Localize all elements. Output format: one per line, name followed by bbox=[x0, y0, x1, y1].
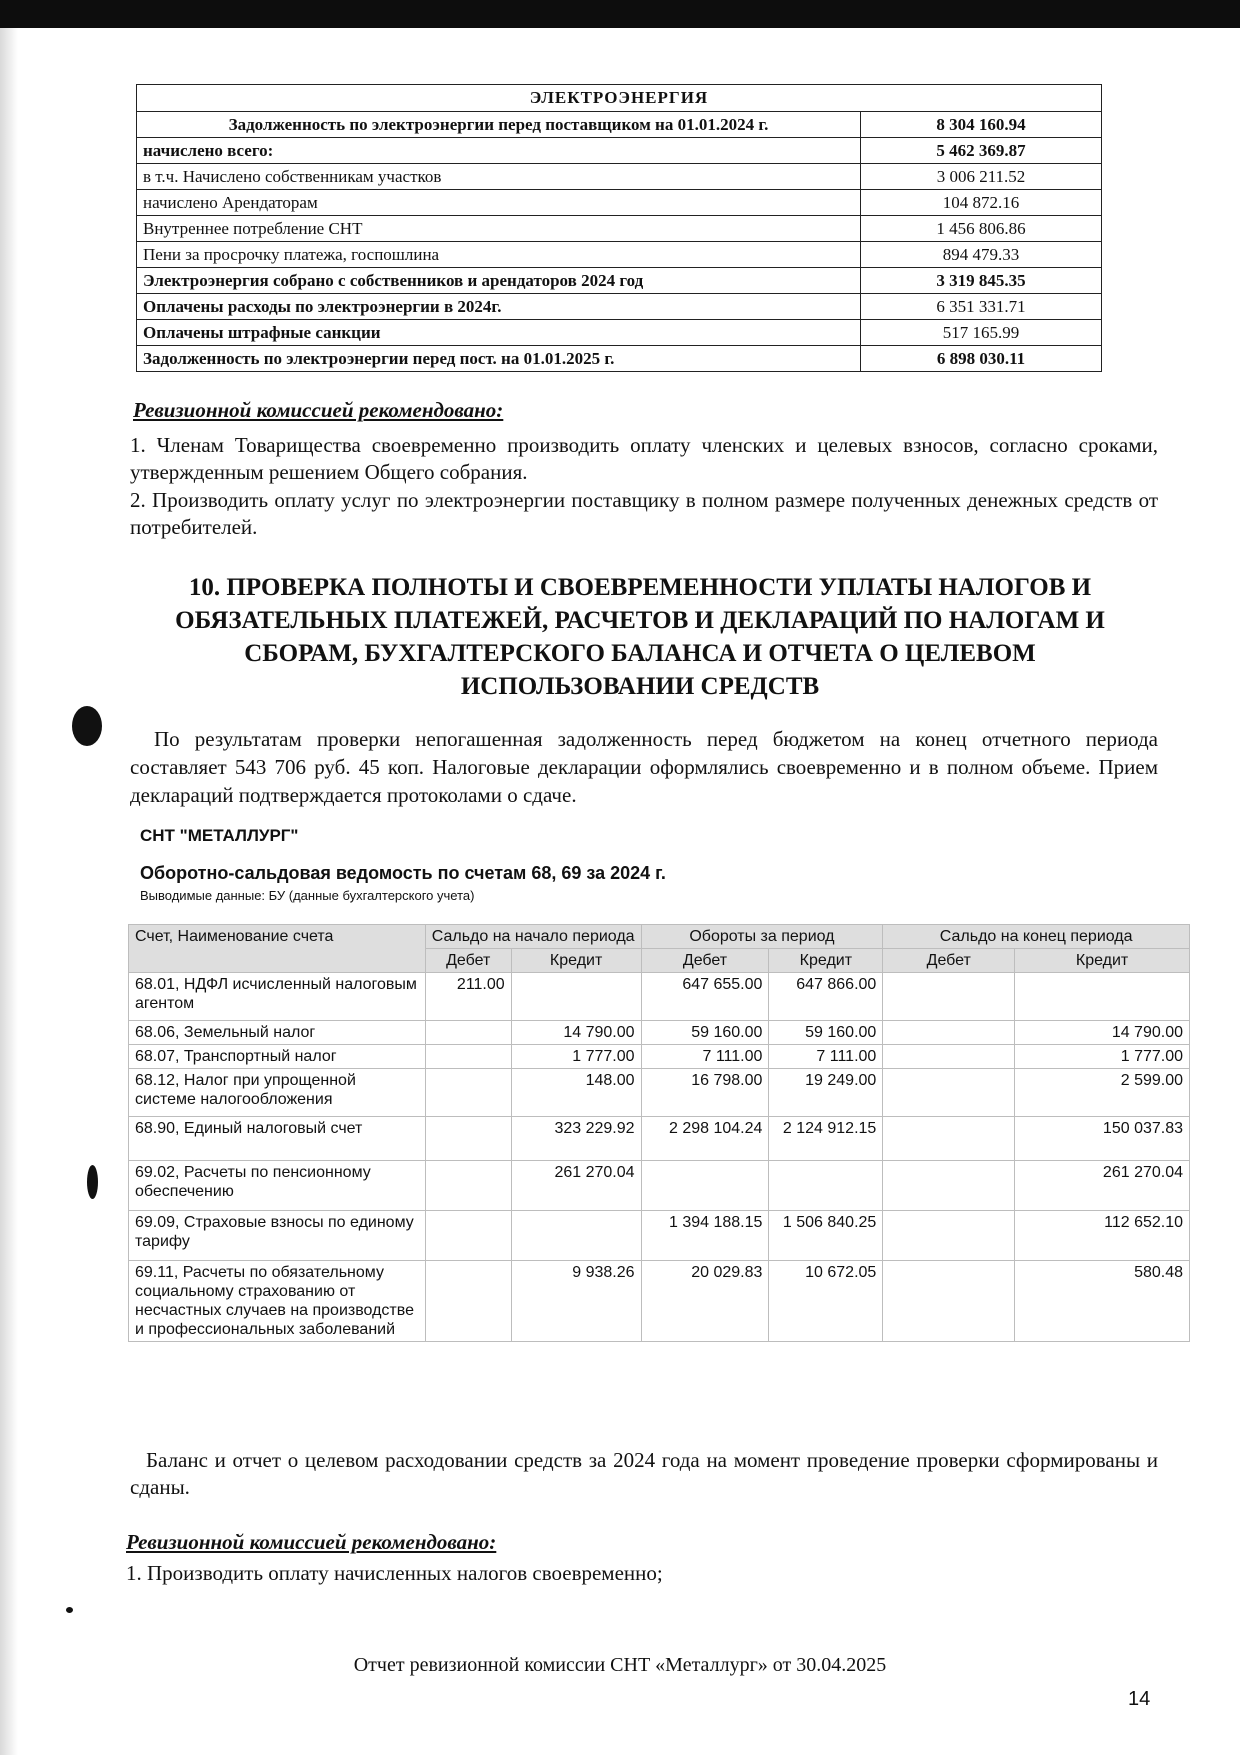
electricity-row-label: Задолженность по электроэнергии перед пост. на 01.01.2025 г. bbox=[137, 346, 861, 372]
turnover-credit: 647 866.00 bbox=[769, 973, 883, 1021]
closing-credit: 112 652.10 bbox=[1015, 1211, 1190, 1261]
table-row bbox=[129, 1211, 1190, 1261]
electricity-row-label: начислено Арендаторам bbox=[137, 190, 861, 216]
opening-credit: 14 790.00 bbox=[511, 1021, 641, 1045]
electricity-row-label: Оплачены штрафные санкции bbox=[137, 320, 861, 346]
table-row bbox=[129, 973, 1190, 1021]
table-row bbox=[129, 1045, 1190, 1069]
recommendation-title: Ревизионной комиссией рекомендовано: bbox=[126, 1530, 497, 1554]
table-row bbox=[129, 1161, 1190, 1211]
table-row bbox=[129, 1069, 1190, 1117]
opening-credit: 323 229.92 bbox=[511, 1117, 641, 1161]
statement-title: Оборотно-сальдовая ведомость по счетам 68, 69 за 2024 г. bbox=[140, 863, 666, 883]
turnover-credit: 10 672.05 bbox=[769, 1261, 883, 1342]
turnover-debit: 2 298 104.24 bbox=[641, 1117, 769, 1161]
recommendation-item: 2. Производить оплату услуг по электроэнергии поставщику в полном размере полученных денежных средств от потребителей. bbox=[130, 488, 1158, 539]
closing-credit: 580.48 bbox=[1015, 1261, 1190, 1342]
opening-debit bbox=[425, 1069, 511, 1117]
closing-credit: 1 777.00 bbox=[1015, 1045, 1190, 1069]
turnover-debit bbox=[641, 1161, 769, 1211]
turnover-credit: 19 249.00 bbox=[769, 1069, 883, 1117]
electricity-row-label: в т.ч. Начислено собственникам участков bbox=[137, 164, 861, 190]
electricity-row-label: Пени за просрочку платежа, госпошлина bbox=[137, 242, 861, 268]
column-header-account: Счет, Наименование счета bbox=[129, 925, 426, 973]
recommendation-item: 1. Производить оплату начисленных налогов своевременно; bbox=[126, 1561, 663, 1585]
opening-credit: 261 270.04 bbox=[511, 1161, 641, 1211]
account-name: 69.02, Расчеты по пенсионному обеспечению bbox=[129, 1161, 426, 1211]
punch-hole-mark bbox=[66, 1607, 73, 1613]
column-header-credit: Кредит bbox=[511, 949, 641, 973]
electricity-table-header: ЭЛЕКТРОЭНЕРГИЯ bbox=[137, 85, 1102, 112]
table-row bbox=[129, 1021, 1190, 1045]
page-number: 14 bbox=[1128, 1688, 1151, 1710]
punch-hole-mark bbox=[87, 1165, 98, 1199]
opening-debit bbox=[425, 1211, 511, 1261]
turnover-debit: 16 798.00 bbox=[641, 1069, 769, 1117]
opening-debit bbox=[425, 1021, 511, 1045]
account-name: 68.06, Земельный налог bbox=[129, 1021, 426, 1045]
closing-credit: 261 270.04 bbox=[1015, 1161, 1190, 1211]
account-name: 69.11, Расчеты по обязательному социальному страхованию от несчастных случаев на производстве и профессиональных заболеваний bbox=[129, 1261, 426, 1342]
column-header-closing: Сальдо на конец периода bbox=[883, 925, 1190, 949]
electricity-row-value: 894 479.33 bbox=[861, 242, 1102, 268]
closing-debit bbox=[883, 1161, 1015, 1211]
balance-paragraph: Баланс и отчет о целевом расходовании средств за 2024 года на момент проведение проверки сформированы и сданы. bbox=[130, 1448, 1158, 1499]
opening-credit: 9 938.26 bbox=[511, 1261, 641, 1342]
electricity-row-label: Задолженность по электроэнергии перед поставщиком на 01.01.2024 г. bbox=[137, 112, 861, 138]
turnover-balance-table bbox=[128, 924, 1190, 1342]
account-name: 68.01, НДФЛ исчисленный налоговым агентом bbox=[129, 973, 426, 1021]
scan-left-shadow bbox=[0, 28, 18, 1755]
column-header-opening: Сальдо на начало периода bbox=[425, 925, 641, 949]
closing-debit bbox=[883, 1069, 1015, 1117]
recommendation-item: 1. Членам Товарищества своевременно производить оплату членских и целевых взносов, согласно сроками, утвержденным решением Общего собрания. bbox=[130, 433, 1158, 484]
electricity-row-value: 104 872.16 bbox=[861, 190, 1102, 216]
electricity-row-value: 1 456 806.86 bbox=[861, 216, 1102, 242]
electricity-row-value: 6 351 331.71 bbox=[861, 294, 1102, 320]
account-name: 68.07, Транспортный налог bbox=[129, 1045, 426, 1069]
closing-debit bbox=[883, 1117, 1015, 1161]
electricity-row-value: 5 462 369.87 bbox=[861, 138, 1102, 164]
electricity-row-value: 3 319 845.35 bbox=[861, 268, 1102, 294]
column-header-credit: Кредит bbox=[769, 949, 883, 973]
electricity-row-label: Внутреннее потребление СНТ bbox=[137, 216, 861, 242]
closing-debit bbox=[883, 1021, 1015, 1045]
electricity-row-value: 6 898 030.11 bbox=[861, 346, 1102, 372]
electricity-row-value: 8 304 160.94 bbox=[861, 112, 1102, 138]
closing-debit bbox=[883, 1045, 1015, 1069]
closing-credit: 14 790.00 bbox=[1015, 1021, 1190, 1045]
account-name: 68.12, Налог при упрощенной системе налогообложения bbox=[129, 1069, 426, 1117]
section-10-paragraph: По результатам проверки непогашенная задолженность перед бюджетом на конец отчетного периода составляет 543 706 руб. 45 коп. Налоговые декларации оформлялись своевременно и в полном объеме. Прием деклараций подтверждается протоколами о сдаче. bbox=[130, 727, 1158, 807]
opening-debit bbox=[425, 1117, 511, 1161]
opening-debit: 211.00 bbox=[425, 973, 511, 1021]
closing-debit bbox=[883, 1211, 1015, 1261]
electricity-row-label: начислено всего: bbox=[137, 138, 861, 164]
section-10-title: 10. ПРОВЕРКА ПОЛНОТЫ И СВОЕВРЕМЕННОСТИ УПЛАТЫ НАЛОГОВ И ОБЯЗАТЕЛЬНЫХ ПЛАТЕЖЕЙ, РАСЧЕТОВ И ДЕКЛАРАЦИЙ ПО НАЛОГАМ И СБОРАМ, БУХГАЛТЕРСКОГО БАЛАНСА И ОТЧЕТА О ЦЕЛЕВОМ ИСПОЛЬЗОВАНИИ СРЕДСТВ bbox=[175, 574, 1105, 700]
page-footer: Отчет ревизионной комиссии СНТ «Металлург» от 30.04.2025 bbox=[353, 1654, 887, 1676]
table-row bbox=[129, 1117, 1190, 1161]
turnover-debit: 59 160.00 bbox=[641, 1021, 769, 1045]
turnover-credit: 59 160.00 bbox=[769, 1021, 883, 1045]
statement-subtitle: Выводимые данные: БУ (данные бухгалтерского учета) bbox=[140, 888, 475, 903]
turnover-credit: 7 111.00 bbox=[769, 1045, 883, 1069]
electricity-table bbox=[136, 84, 1102, 372]
opening-debit bbox=[425, 1161, 511, 1211]
electricity-row-value: 3 006 211.52 bbox=[861, 164, 1102, 190]
electricity-row-label: Оплачены расходы по электроэнергии в 2024г. bbox=[137, 294, 861, 320]
electricity-row-value: 517 165.99 bbox=[861, 320, 1102, 346]
closing-debit bbox=[883, 1261, 1015, 1342]
opening-credit bbox=[511, 1211, 641, 1261]
closing-credit: 150 037.83 bbox=[1015, 1117, 1190, 1161]
opening-credit: 1 777.00 bbox=[511, 1045, 641, 1069]
closing-credit: 2 599.00 bbox=[1015, 1069, 1190, 1117]
column-header-credit: Кредит bbox=[1015, 949, 1190, 973]
column-header-debit: Дебет bbox=[883, 949, 1015, 973]
turnover-debit: 7 111.00 bbox=[641, 1045, 769, 1069]
account-name: 68.90, Единый налоговый счет bbox=[129, 1117, 426, 1161]
opening-debit bbox=[425, 1045, 511, 1069]
electricity-row-label: Электроэнергия собрано с собственников и арендаторов 2024 год bbox=[137, 268, 861, 294]
turnover-credit bbox=[769, 1161, 883, 1211]
punch-hole-mark bbox=[72, 706, 102, 746]
opening-debit bbox=[425, 1261, 511, 1342]
closing-credit bbox=[1015, 973, 1190, 1021]
turnover-debit: 647 655.00 bbox=[641, 973, 769, 1021]
organization-name: СНТ "МЕТАЛЛУРГ" bbox=[140, 826, 299, 845]
opening-credit bbox=[511, 973, 641, 1021]
recommendation-title: Ревизионной комиссией рекомендовано: bbox=[133, 398, 504, 422]
scan-top-edge bbox=[0, 0, 1240, 28]
column-header-debit: Дебет bbox=[641, 949, 769, 973]
turnover-credit: 1 506 840.25 bbox=[769, 1211, 883, 1261]
table-row bbox=[129, 1261, 1190, 1342]
column-header-turnover: Обороты за период bbox=[641, 925, 883, 949]
turnover-debit: 1 394 188.15 bbox=[641, 1211, 769, 1261]
closing-debit bbox=[883, 973, 1015, 1021]
account-name: 69.09, Страховые взносы по единому тарифу bbox=[129, 1211, 426, 1261]
turnover-debit: 20 029.83 bbox=[641, 1261, 769, 1342]
opening-credit: 148.00 bbox=[511, 1069, 641, 1117]
turnover-credit: 2 124 912.15 bbox=[769, 1117, 883, 1161]
column-header-debit: Дебет bbox=[425, 949, 511, 973]
